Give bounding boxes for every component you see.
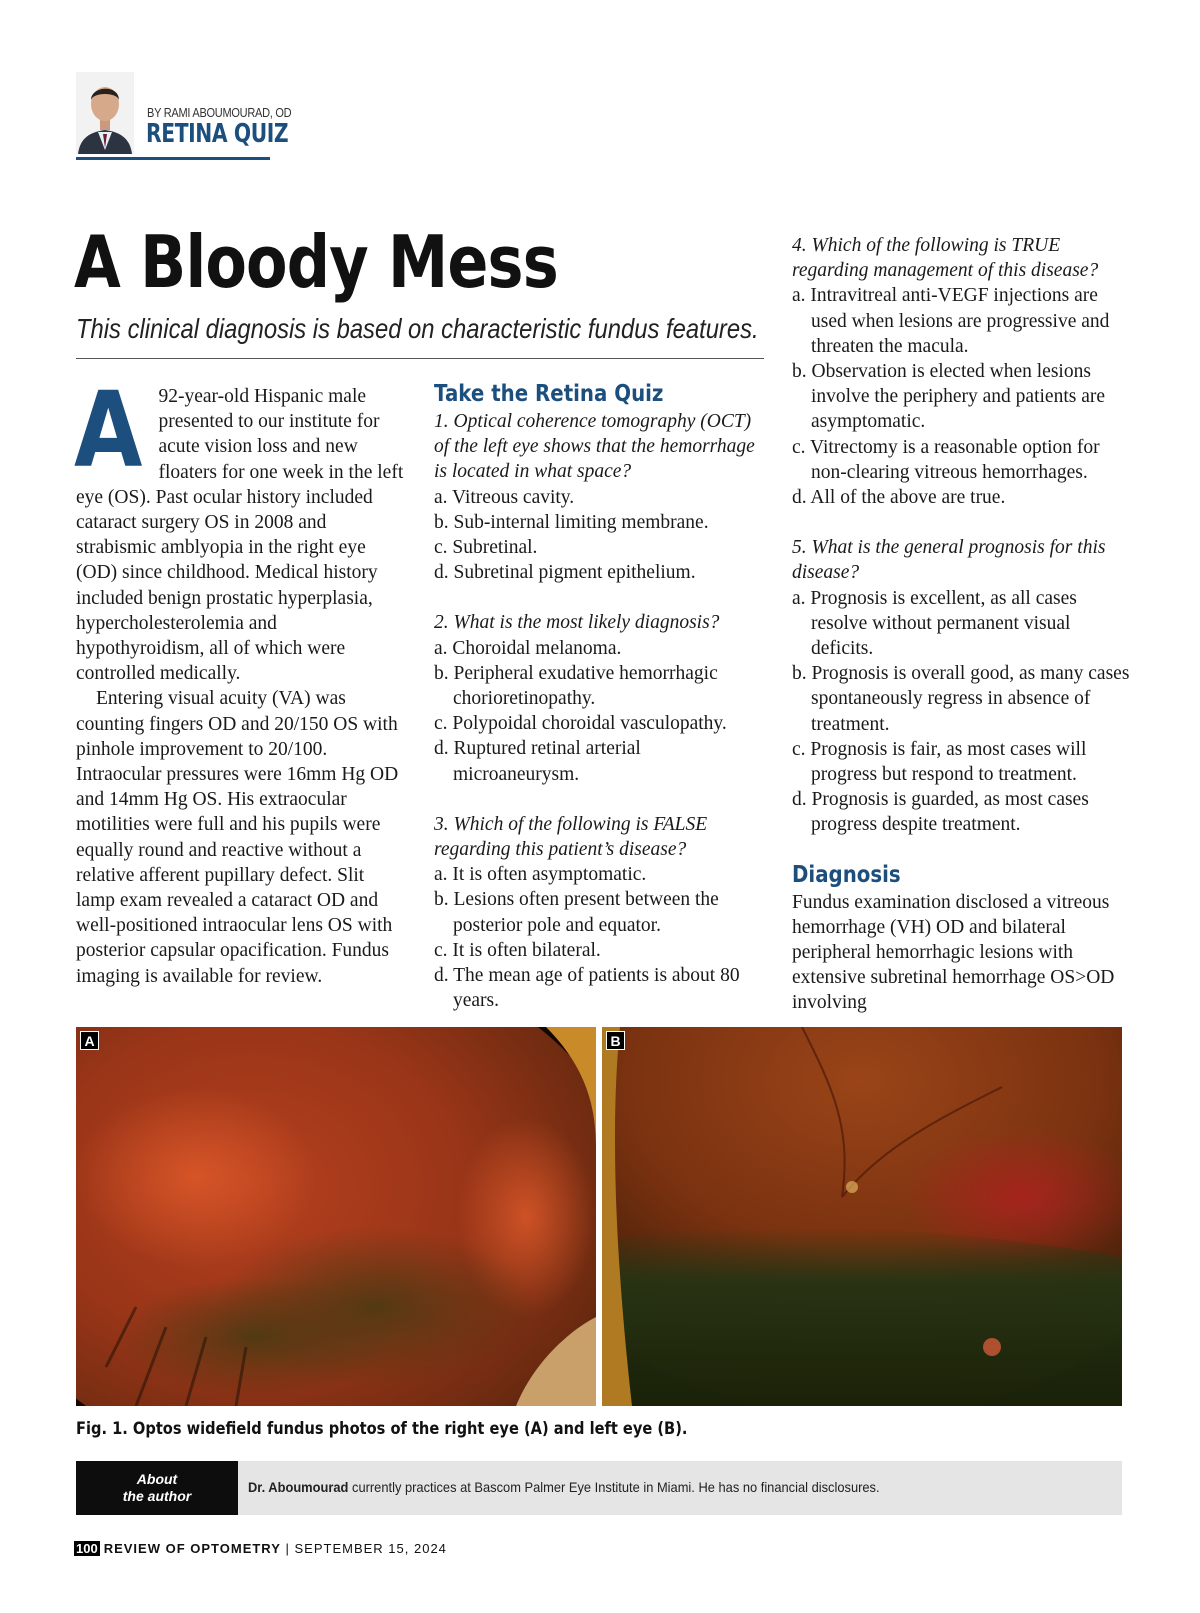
quiz-option: c. Prognosis is fair, as most cases will progress but respond to treatment.	[792, 738, 1087, 786]
quiz-question-4: 4. Which of the following is TRUE regarding management of this disease?	[792, 235, 1099, 282]
footer-separator: |	[280, 1541, 295, 1556]
quiz-option: b. Sub-internal limiting membrane.	[434, 511, 709, 533]
diagnosis-text: Fundus examination disclosed a vitreous hemorrhage (VH) OD and bilateral peripheral hemorrhagic lesions with extensive subretinal hemorrhage OS>OD involving	[792, 891, 1115, 1014]
quiz-option: a. Vitreous cavity.	[434, 486, 575, 508]
quiz-option: d. Prognosis is guarded, as most cases progress despite treatment.	[792, 789, 1089, 836]
quiz-option: c. Subretinal.	[434, 537, 538, 559]
quiz-option: a. Choroidal melanoma.	[434, 637, 622, 659]
quiz-option: a. It is often asymptomatic.	[434, 864, 647, 886]
page-footer	[74, 1541, 447, 1556]
quiz-column	[434, 379, 764, 1013]
intro-column	[74, 369, 406, 989]
about-tab	[76, 1461, 238, 1515]
quiz-question-3: 3. Which of the following is FALSE regarding this patient’s disease?	[434, 813, 708, 861]
quiz-option: b. Prognosis is overall good, as many cases spontaneously regress in absence of treatment.	[792, 663, 1130, 735]
fundus-photo-left-eye	[602, 1027, 1122, 1406]
figure-label-b: B	[606, 1031, 625, 1050]
about-text	[248, 1479, 880, 1495]
page-number: 100	[76, 1541, 98, 1556]
author-photo	[76, 72, 134, 154]
department-title: RETINA QUIZ	[146, 119, 289, 149]
quiz-question-5: 5. What is the general prognosis for this disease?	[792, 537, 1106, 584]
quiz-question-1: 1. Optical coherence tomography (OCT) of the left eye shows that the hemorrhage is located in what space?	[434, 411, 755, 483]
about-tab-line-2: the author	[122, 1488, 192, 1504]
drop-cap: A	[74, 369, 143, 491]
figure-caption: Fig. 1. Optos widefield fundus photos of the right eye (A) and left eye (B).	[76, 1419, 688, 1439]
magazine-name: REVIEW OF OPTOMETRY	[103, 1541, 281, 1556]
about-tab-line-1: About	[136, 1471, 178, 1487]
quiz-option: a. Prognosis is excellent, as all cases resolve without permanent visual deficits.	[792, 587, 1077, 660]
quiz-heading: Take the Retina Quiz	[434, 381, 664, 407]
article-title: A Bloody Mess	[74, 220, 558, 304]
title-rule	[76, 358, 764, 359]
figure-label-a: A	[80, 1031, 99, 1050]
quiz-option: c. Polypoidal choroidal vasculopathy.	[434, 713, 727, 735]
quiz-option: b. Observation is elected when lesions involve the periphery and patients are asymptomatic.	[792, 361, 1106, 433]
intro-paragraph-1: 92-year-old Hispanic male presented to our institute for acute vision loss and new floaters for one week in the left eye (OS). Past ocular history included cataract surgery OS in 2008 and strabismic amblyopia in the right eye (OD) since childhood. Medical history included benign prostatic hyperplasia, hypercholesterolemia and hypothyroidism, all of which were controlled medically.	[76, 386, 404, 685]
author-name: Dr. Aboumourad	[248, 1479, 349, 1495]
quiz-column-continued	[792, 233, 1137, 1016]
intro-paragraph-2: Entering visual acuity (VA) was counting fingers OD and 20/150 OS with pinhole improvement to 20/100. Intraocular pressures were 16mm Hg OD and 14mm Hg OS. His extraocular motilities were full and his pupils were equally round and reactive without a relative afferent pupillary defect. Slit lamp exam revealed a cataract OD and well-positioned intraocular lens OS with posterior capsular opacification. Fundus imaging is available for review.	[76, 688, 399, 987]
quiz-option: b. Lesions often present between the posterior pole and equator.	[434, 889, 719, 936]
diagnosis-heading: Diagnosis	[792, 861, 901, 888]
quiz-option: c. Vitrectomy is a reasonable option for non-clearing vitreous hemorrhages.	[792, 436, 1100, 483]
quiz-option: a. Intravitreal anti-VEGF injections are used when lesions are progressive and threaten the macula.	[792, 285, 1110, 357]
author-bio: currently practices at Bascom Palmer Eye Institute in Miami. He has no financial disclosures.	[348, 1479, 880, 1495]
quiz-option: d. All of the above are true.	[792, 487, 1006, 509]
quiz-option: c. It is often bilateral.	[434, 939, 601, 961]
quiz-option: d. The mean age of patients is about 80 years.	[434, 965, 740, 1012]
header-rule	[76, 157, 270, 160]
quiz-option: d. Ruptured retinal arterial microaneurysm.	[434, 738, 641, 785]
issue-date: SEPTEMBER 15, 2024	[294, 1541, 447, 1556]
quiz-option: b. Peripheral exudative hemorrhagic chorioretinopathy.	[434, 662, 718, 710]
quiz-option: d. Subretinal pigment epithelium.	[434, 562, 696, 584]
fundus-photo-right-eye	[76, 1027, 596, 1406]
about-the-author-box	[76, 1461, 1122, 1515]
author-byline: BY RAMI ABOUMOURAD, OD	[147, 106, 292, 120]
quiz-question-2: 2. What is the most likely diagnosis?	[434, 612, 720, 634]
article-subtitle: This clinical diagnosis is based on characteristic fundus features.	[76, 313, 759, 344]
